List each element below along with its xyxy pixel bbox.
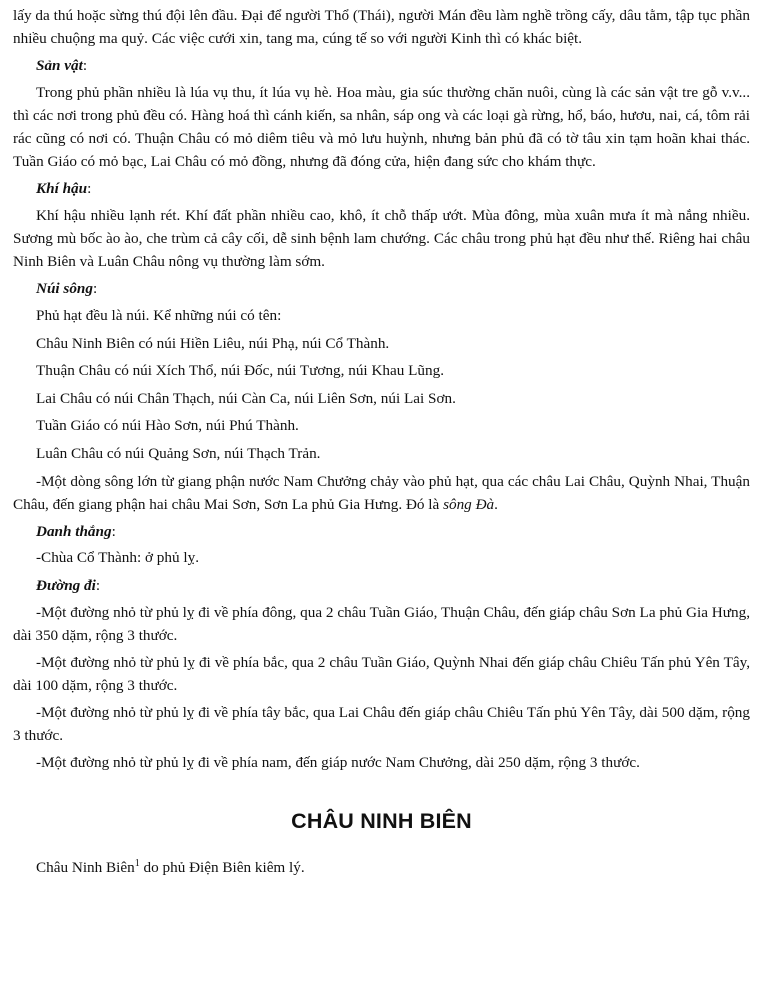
section-heading-khi-hau [13,177,750,200]
heading-text: Khí hậu [36,180,88,198]
river-name: sông Đà [443,495,495,513]
footnote-marker[interactable]: 1 [134,857,140,869]
san-vat-paragraph: Trong phủ phần nhiều là lúa vụ thu, ít lúa vụ hè. Hoa màu, gia súc thường chăn nuôi, cùng là các sản vật tre gỗ v.v... thì các nơi trong phủ đều có. Hàng hoá thì cánh kiến, sa nhân, sáp ong và các loại gà rừng, hổ, báo, hươu, nai, cá, tôm rải rác cũng có nơi có. Thuận Châu có mỏ diêm tiêu và mỏ lưu huỳnh, nhưng bản phủ đã có tờ tâu xin tạm hoãn khai thác. Tuần Giáo có mỏ bạc, Lai Châu có mỏ đồng, nhưng đã đóng cửa, hiện đang sức cho khám thực. [13,83,750,171]
heading-colon: : [87,180,92,198]
intro-paragraph: lấy da thú hoặc sừng thú đội lên đầu. Đại để người Thổ (Thái), người Mán đều làm nghề trồng cấy, dâu tằm, tập tục phần nhiều chuộng ma quỷ. Các việc cưới xin, tang ma, cúng tế so với người Kinh thì có khác biệt. [13,7,750,48]
route-paragraph: -Một đường nhỏ từ phủ lỵ đi về phía tây bắc, qua Lai Châu đến giáp châu Chiêu Tấn phủ Yên Tây, dài 500 dặm, rộng 3 thước. [13,703,750,744]
chau-ninh-bien-text-start: Châu Ninh Biên [36,858,135,876]
river-paragraph [13,470,750,516]
chau-ninh-bien-text-end: do phủ Điện Biên kiêm lý. [139,858,305,876]
section-heading-san-vat [13,54,750,77]
mountain-line: Luân Châu có núi Quảng Sơn, núi Thạch Trản. [36,444,321,462]
mountain-line: Thuận Châu có núi Xích Thổ, núi Đốc, núi Tương, núi Khau Lũng. [36,362,444,380]
route-paragraph: -Một đường nhỏ từ phủ lỵ đi về phía nam, đến giáp nước Nam Chưởng, dài 250 dặm, rộng 3 thước. [36,753,640,771]
mountain-line: Lai Châu có núi Chân Thạch, núi Càn Ca, núi Liên Sơn, núi Lai Sơn. [36,389,456,407]
mountain-line: Phủ hạt đều là núi. Kể những núi có tên: [36,307,282,324]
danh-thang-line: -Chùa Cổ Thành: ở phủ lỵ. [36,549,199,567]
heading-colon: : [92,280,98,298]
section-heading-danh-thang [13,520,750,543]
chapter-title: CHÂU NINH BIÊN [291,808,472,833]
document-page [13,4,750,884]
route-paragraph: -Một đường nhỏ từ phủ lỵ đi về phía đông, qua 2 châu Tuần Giáo, Thuận Châu, đến giáp châu Sơn La phủ Gia Hưng, dài 350 dặm, rộng 3 thước. [13,603,750,644]
river-end: . [494,495,498,513]
chau-ninh-bien-paragraph [13,856,750,879]
heading-colon: : [82,57,88,74]
heading-text: Đường đi [36,576,96,594]
heading-text: Danh thắng [36,522,112,540]
section-heading-duong-di [13,574,750,597]
heading-colon: : [111,522,116,540]
river-text: -Một dòng sông lớn từ giang phận nước Nam Chưởng chảy vào phủ hạt, qua các châu Lai Châu, Quỳnh Nhai, Thuận Châu, đến giang phận hai châu Mai Sơn, Sơn La phủ Gia Hưng. Đó là [13,472,750,513]
heading-colon: : [95,576,101,594]
mountain-line: Tuần Giáo có núi Hào Sơn, núi Phú Thành. [36,417,299,435]
section-heading-nui-song [13,277,750,300]
mountain-line: Châu Ninh Biên có núi Hiền Liêu, núi Phạ, núi Cổ Thành. [36,334,390,352]
khi-hau-paragraph: Khí hậu nhiều lạnh rét. Khí đất phần nhiều cao, khô, ít chỗ thấp ướt. Mùa đông, mùa xuân mưa ít mà nắng nhiều. Sương mù bốc ào ào, che trùm cả cây cối, dễ sinh bệnh lam chướng. Các châu trong phủ hạt đều như thế. Riêng hai châu Ninh Biên và Luân Châu nông vụ thường làm sớm. [13,207,750,271]
heading-text: Sản vật [36,57,83,74]
route-paragraph: -Một đường nhỏ từ phủ lỵ đi về phía bắc, qua 2 châu Tuần Giáo, Quỳnh Nhai đến giáp châu Chiêu Tấn phủ Yên Tây, dài 100 dặm, rộng 3 thước. [13,653,750,694]
heading-text: Núi sông [36,280,93,298]
